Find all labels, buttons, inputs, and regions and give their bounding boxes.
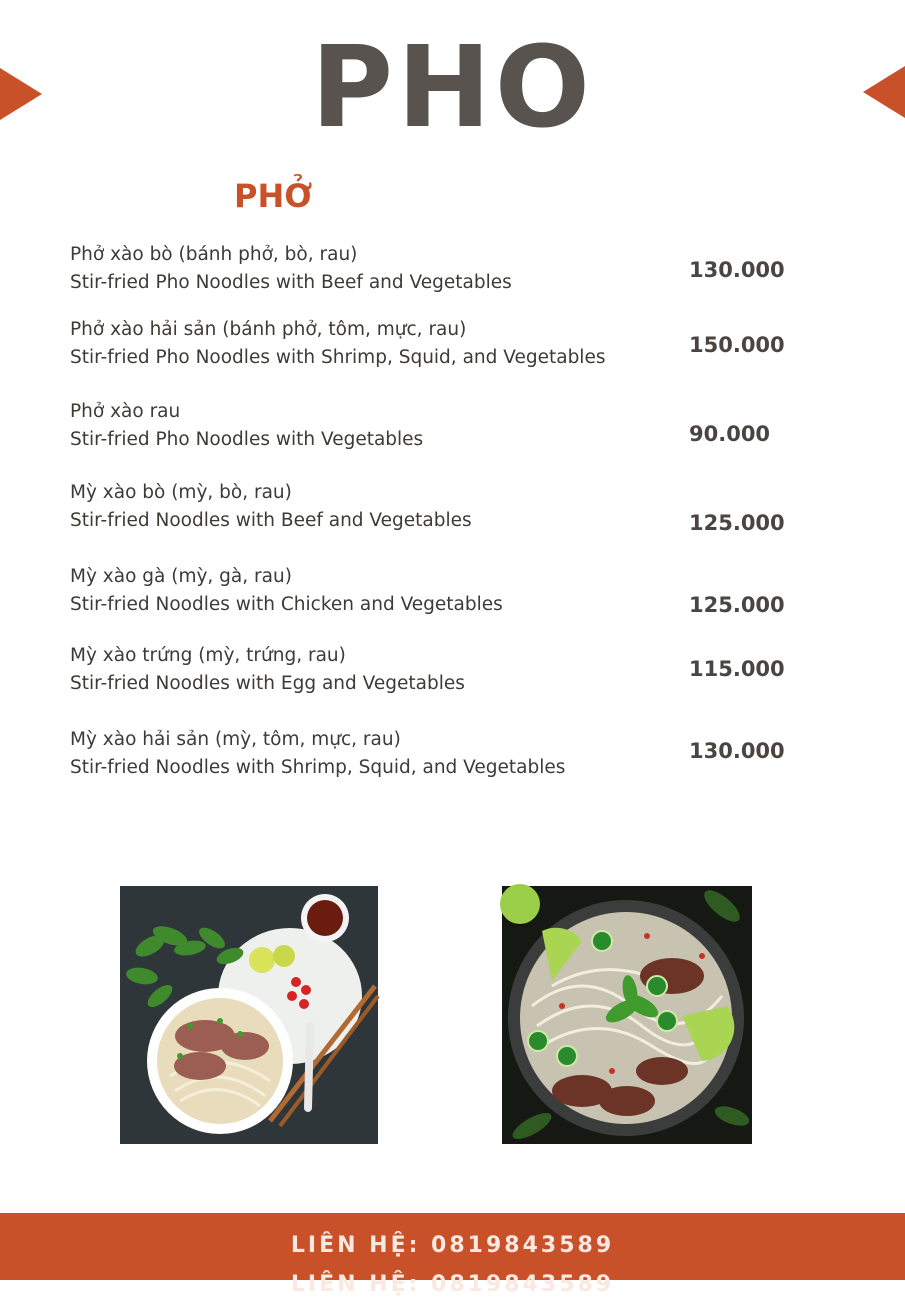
item-price: 115.000 [689,657,785,681]
item-name-english: Stir-fried Noodles with Egg and Vegetables [70,673,465,694]
item-price: 90.000 [689,422,771,446]
menu-item [70,645,870,705]
item-name-vietnamese: Mỳ xào hải sản (mỳ, tôm, mực, rau) [70,729,401,750]
section-heading: PHỞ [234,177,313,215]
item-name-vietnamese: Phở xào hải sản (bánh phở, tôm, mực, rau) [70,319,467,340]
item-price: 125.000 [689,511,785,535]
item-name-english: Stir-fried Noodles with Beef and Vegetables [70,510,472,531]
item-price: 150.000 [689,333,785,357]
item-name-english: Stir-fried Noodles with Shrimp, Squid, and Vegetables [70,757,566,778]
pho-bowl-photo [120,886,378,1144]
footer-bar [0,1213,905,1297]
item-name-vietnamese: Mỳ xào bò (mỳ, bò, rau) [70,482,292,503]
menu-title: PHO [310,23,595,153]
item-price: 125.000 [689,593,785,617]
item-price: 130.000 [689,258,785,282]
item-name-english: Stir-fried Pho Noodles with Vegetables [70,429,424,450]
menu-item [70,482,870,542]
item-name-vietnamese: Phở xào bò (bánh phở, bò, rau) [70,244,358,265]
menu-item [70,319,870,379]
menu-item [70,401,870,461]
item-name-vietnamese: Mỳ xào trứng (mỳ, trứng, rau) [70,645,346,666]
item-name-vietnamese: Phở xào rau [70,401,181,422]
item-name-english: Stir-fried Pho Noodles with Shrimp, Squid, and Vegetables [70,347,606,368]
contact-info-duplicate: LIÊN HỆ: 0819843589 [290,1272,615,1297]
menu-item [70,244,870,304]
item-name-english: Stir-fried Pho Noodles with Beef and Vegetables [70,272,512,293]
item-name-vietnamese: Mỳ xào gà (mỳ, gà, rau) [70,566,292,587]
pho-bowl-dark-photo [502,886,752,1144]
menu-item [70,729,870,789]
item-name-english: Stir-fried Noodles with Chicken and Vegetables [70,594,503,615]
menu-item [70,566,870,626]
contact-info: LIÊN HỆ: 0819843589 [290,1233,615,1258]
item-price: 130.000 [689,739,785,763]
